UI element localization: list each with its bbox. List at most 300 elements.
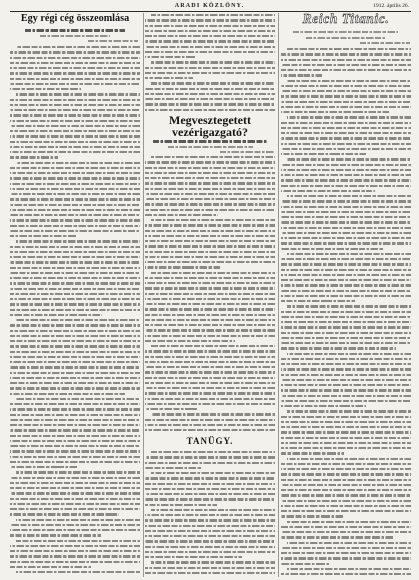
text-line [281,148,411,150]
text-line [287,353,411,355]
headline-titanic: Reich Titanic. [302,11,390,26]
text-line [145,519,275,521]
text-line [10,204,140,206]
text-line [287,410,411,412]
text-line [145,535,275,537]
text-line [151,61,275,63]
text-line [10,450,140,452]
text-line [145,261,275,263]
text-line [145,525,275,527]
text-line [145,456,275,458]
text-line [281,505,411,507]
headline-vezerigazgato: vezérigazgató? [172,125,248,139]
text-line [287,116,411,118]
text-line [151,345,275,347]
text-line [10,487,140,489]
text-line [10,141,140,143]
text-line [287,158,411,160]
text-line [281,416,411,418]
text-line [281,573,411,575]
text-line [10,303,140,305]
text-line [281,174,411,176]
text-line [145,408,197,410]
text-line [145,172,275,174]
text-line [10,377,140,379]
headline-ceg-osszeomlasa: Egy régi cég összeomlása [20,13,130,24]
text-line [145,282,275,284]
text-line [281,242,411,244]
text-line [281,279,411,281]
text-line [145,546,275,548]
text-line [10,550,140,552]
text-line [10,456,140,458]
text-line [145,551,275,553]
text-line [10,408,140,410]
masthead-date: 1912. április 26. [373,2,409,9]
text-line [281,421,411,423]
text-line [281,284,411,286]
text-line [281,143,411,145]
text-line [281,358,411,360]
text-line [10,277,140,279]
text-line [287,305,411,307]
text-line [281,510,411,512]
text-line [281,374,411,376]
text-line [281,405,366,407]
text-line [281,237,411,239]
text-line [10,298,140,300]
text-line [281,101,411,103]
text-line [281,489,411,491]
text-line [151,413,275,415]
text-line [151,561,275,563]
text-line [10,57,140,59]
text-line [281,122,411,124]
text-line [151,219,275,221]
text-line [281,400,411,402]
text-line [281,321,411,323]
text-line [281,326,411,328]
text-line [10,335,140,337]
text-line [10,188,140,190]
text-line [10,429,140,431]
text-line [281,311,411,313]
text-line [281,263,411,265]
section-title-tanugy: TANÜGY. [186,436,234,446]
text-line [145,109,275,111]
text-line [10,230,140,232]
text-line [145,488,275,490]
text-line [145,67,275,69]
text-line [145,340,235,342]
text-line [281,74,322,76]
text-line [145,56,195,58]
text-line [10,445,140,447]
text-line [145,483,275,485]
text-line [281,200,411,202]
text-line [145,514,275,516]
text-line [10,351,140,353]
text-line [10,135,140,137]
text-line [145,350,275,352]
text-line [145,177,275,179]
text-line [145,298,275,300]
text-line [10,324,140,326]
text-line [281,206,411,208]
text-line [281,442,411,444]
text-line [281,232,411,234]
text-line [10,288,140,290]
text-line [10,109,140,111]
text-line [281,227,411,229]
text-line [281,500,411,502]
text-line [10,361,140,363]
text-line [10,387,140,389]
text-line [145,467,202,469]
text-line [281,563,330,565]
text-line [10,382,140,384]
text-line [281,69,411,71]
text-line [10,114,140,116]
text-line [10,88,81,90]
text-line [281,258,411,260]
text-line [281,290,411,292]
text-line [10,435,140,437]
text-line [10,477,140,479]
text-line [10,414,140,416]
headline-megvesztegetett: Megvesztegetett [169,113,251,127]
text-line [281,379,411,381]
text-line [281,452,344,454]
text-line [145,382,275,384]
text-line [10,130,140,132]
text-line [145,556,242,558]
text-line [145,167,275,169]
text-line [145,329,275,331]
text-line [10,51,140,53]
text-line [287,568,411,570]
text-line [145,498,275,500]
text-line [145,214,218,216]
text-line [145,182,275,184]
text-line [10,78,140,80]
text-line [151,82,275,84]
text-line [145,424,275,426]
text-line [10,146,140,148]
text-line [10,561,140,563]
text-line [10,272,140,274]
text-line [10,309,140,311]
text-line [10,183,140,185]
text-line [145,103,275,105]
text-line [145,35,275,37]
text-line [10,156,58,158]
text-line [10,235,76,237]
text-line [145,77,193,79]
text-line [281,137,411,139]
text-line [145,203,275,205]
text-line [281,552,411,554]
text-line [10,177,140,179]
text-line [145,161,275,163]
text-line [10,555,140,557]
text-line [145,324,275,326]
text-line [287,542,411,544]
text-line [10,67,140,69]
text-line [10,393,125,395]
text-line [281,531,411,533]
text-line [287,195,411,197]
text-line [145,403,275,405]
text-line [145,251,275,253]
text-line [145,540,275,542]
text-line [145,356,275,358]
text-line [16,398,140,400]
text-line [10,356,140,358]
text-line [10,151,140,153]
text-line [10,534,101,536]
text-line [281,515,344,517]
text-line [10,120,140,122]
text-line [10,524,140,526]
text-line [145,51,275,53]
text-line [151,451,275,453]
text-line [281,179,411,181]
text-line [281,484,411,486]
text-line [145,314,275,316]
text-line [281,300,355,302]
text-line [281,437,411,439]
text-line [10,345,140,347]
text-line [281,106,411,108]
text-line [145,293,275,295]
text-line [145,319,275,321]
text-line [281,447,411,449]
text-line [281,468,411,470]
text-line [281,274,411,276]
text-line [281,127,411,129]
text-line [10,366,140,368]
text-line [281,316,411,318]
text-line [10,282,140,284]
text-line [10,461,140,463]
text-line [145,361,275,363]
text-line [10,440,140,442]
text-line [145,277,275,279]
text-line [281,384,411,386]
text-line [10,251,140,253]
text-line [145,230,275,232]
text-line [281,547,411,549]
text-line [145,392,275,394]
text-line [281,536,394,538]
text-line [10,167,140,169]
text-line [281,295,411,297]
text-line [281,153,366,155]
text-line [281,337,411,339]
text-line [287,253,411,255]
text-line [145,88,275,90]
text-line [145,198,275,200]
text-line [281,221,411,223]
text-line [16,540,140,542]
text-line [281,85,411,87]
text-line [10,513,119,515]
text-line [10,214,140,216]
text-line [281,389,411,391]
text-line [10,545,140,547]
text-line [145,30,275,32]
text-line [10,83,140,85]
text-line [145,93,275,95]
text-line [145,224,275,226]
text-line [145,398,275,400]
text-line [10,503,140,505]
text-line [10,267,140,269]
text-line [287,521,411,523]
text-line [281,59,411,61]
text-line [281,90,411,92]
text-line [10,72,140,74]
text-line [145,287,275,289]
text-line [10,99,140,101]
text-line [145,572,275,574]
text-line [16,240,140,242]
text-line [145,308,275,310]
text-line [10,330,140,332]
text-line [281,185,411,187]
text-line [145,429,275,431]
text-line [281,347,396,349]
text-line [281,479,411,481]
text-line [10,225,140,227]
text-line [281,164,411,166]
text-line [10,193,140,195]
text-line [145,25,275,27]
text-line [145,504,217,506]
text-line [281,332,411,334]
text-line [281,132,411,134]
text-line [10,261,140,263]
text-line [281,557,411,559]
text-line [151,509,275,511]
text-line [281,95,411,97]
text-line [281,190,375,192]
text-line [10,566,91,568]
text-line [145,256,275,258]
text-line [10,104,140,106]
text-line [10,498,140,500]
text-line [151,472,275,474]
text-line [10,482,140,484]
text-line [287,458,411,460]
text-line [281,169,411,171]
text-line [151,14,275,16]
text-line [145,462,275,464]
text-line [145,530,275,532]
text-line [145,240,275,242]
text-line [281,431,411,433]
text-line [281,342,411,344]
text-line [145,98,275,100]
text-line [281,526,411,528]
text-line [10,492,140,494]
text-line [10,314,102,316]
text-line [145,209,275,211]
text-line [10,419,140,421]
text-line [145,303,275,305]
text-line [145,19,275,21]
text-line [145,419,275,421]
text-line [281,111,389,113]
text-line [10,125,140,127]
text-line [281,216,411,218]
text-line [16,319,140,321]
text-line [281,368,411,370]
text-line [151,272,275,274]
text-line [145,235,275,237]
text-line [10,293,140,295]
text-line [145,193,275,195]
text-line [10,219,140,221]
text-line [145,40,275,42]
text-line [10,209,140,211]
text-line [145,477,275,479]
text-line [281,53,411,55]
text-line [145,335,275,337]
text-line [10,403,140,405]
text-line [16,571,140,573]
text-line [10,256,140,258]
text-line [287,48,411,50]
text-line [10,340,140,342]
text-line [287,80,411,82]
text-line [281,426,411,428]
text-line [145,366,275,368]
text-line [281,463,411,465]
text-line [10,246,140,248]
text-line [281,269,411,271]
text-line [145,188,275,190]
text-line [10,372,140,374]
text-line [145,72,275,74]
text-line [281,363,411,365]
text-line [145,567,275,569]
text-line [281,248,384,250]
text-line [16,46,140,48]
text-line [281,211,411,213]
text-line [10,62,140,64]
text-line [10,424,140,426]
text-line [10,508,140,510]
text-line [281,494,411,496]
text-line [145,371,275,373]
text-line [281,64,411,66]
text-line [16,519,140,521]
text-line [145,266,220,268]
text-line [16,93,140,95]
text-line [145,377,275,379]
text-line [151,156,275,158]
text-line [10,466,77,468]
text-line [145,387,275,389]
masthead-title: ARADI KÖZLÖNY. [174,3,245,9]
text-line [145,46,275,48]
text-line [16,471,140,473]
text-line [10,172,140,174]
text-line [145,245,275,247]
text-line [10,198,140,200]
